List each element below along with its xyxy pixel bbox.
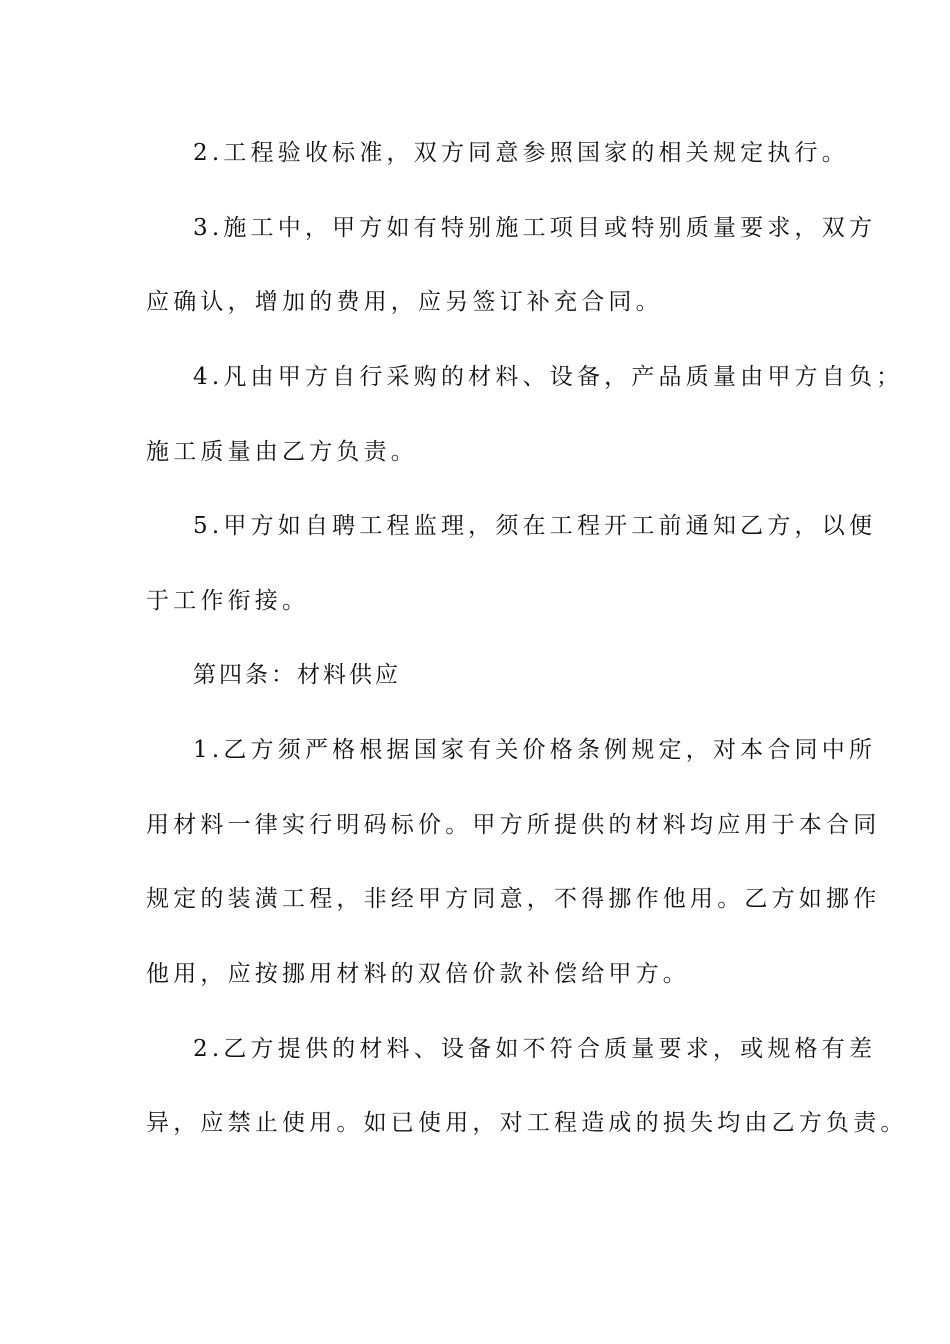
- paragraph-line: 应确认，增加的费用，应另签订补充合同。: [146, 289, 663, 315]
- paragraph-line: 1.乙方须严格根据国家有关价格条例规定，对本合同中所: [193, 737, 877, 763]
- paragraph-line: 4.凡由甲方自行采购的材料、设备，产品质量由甲方自负；: [193, 364, 904, 390]
- paragraph-line: 3.施工中，甲方如有特别施工项目或特别质量要求，双方: [193, 215, 877, 241]
- paragraph-line: 2.乙方提供的材料、设备如不符合质量要求，或规格有差: [193, 1036, 877, 1062]
- paragraph-line: 异，应禁止使用。如已使用，对工程造成的损失均由乙方负责。: [146, 1110, 908, 1136]
- paragraph-line: 于工作衔接。: [146, 588, 310, 614]
- paragraph-line: 用材料一律实行明码标价。甲方所提供的材料均应用于本合同: [146, 812, 881, 838]
- paragraph-line: 2.工程验收标准，双方同意参照国家的相关规定执行。: [193, 140, 849, 166]
- paragraph-line: 5.甲方如自聘工程监理，须在工程开工前通知乙方，以便: [193, 513, 877, 539]
- paragraph-line: 施工质量由乙方负责。: [146, 439, 418, 465]
- paragraph-line: 他用，应按挪用材料的双倍价款补偿给甲方。: [146, 961, 690, 987]
- paragraph-line: 规定的装潢工程，非经甲方同意，不得挪作他用。乙方如挪作: [146, 886, 881, 912]
- section-heading: 第四条：材料供应: [193, 662, 401, 688]
